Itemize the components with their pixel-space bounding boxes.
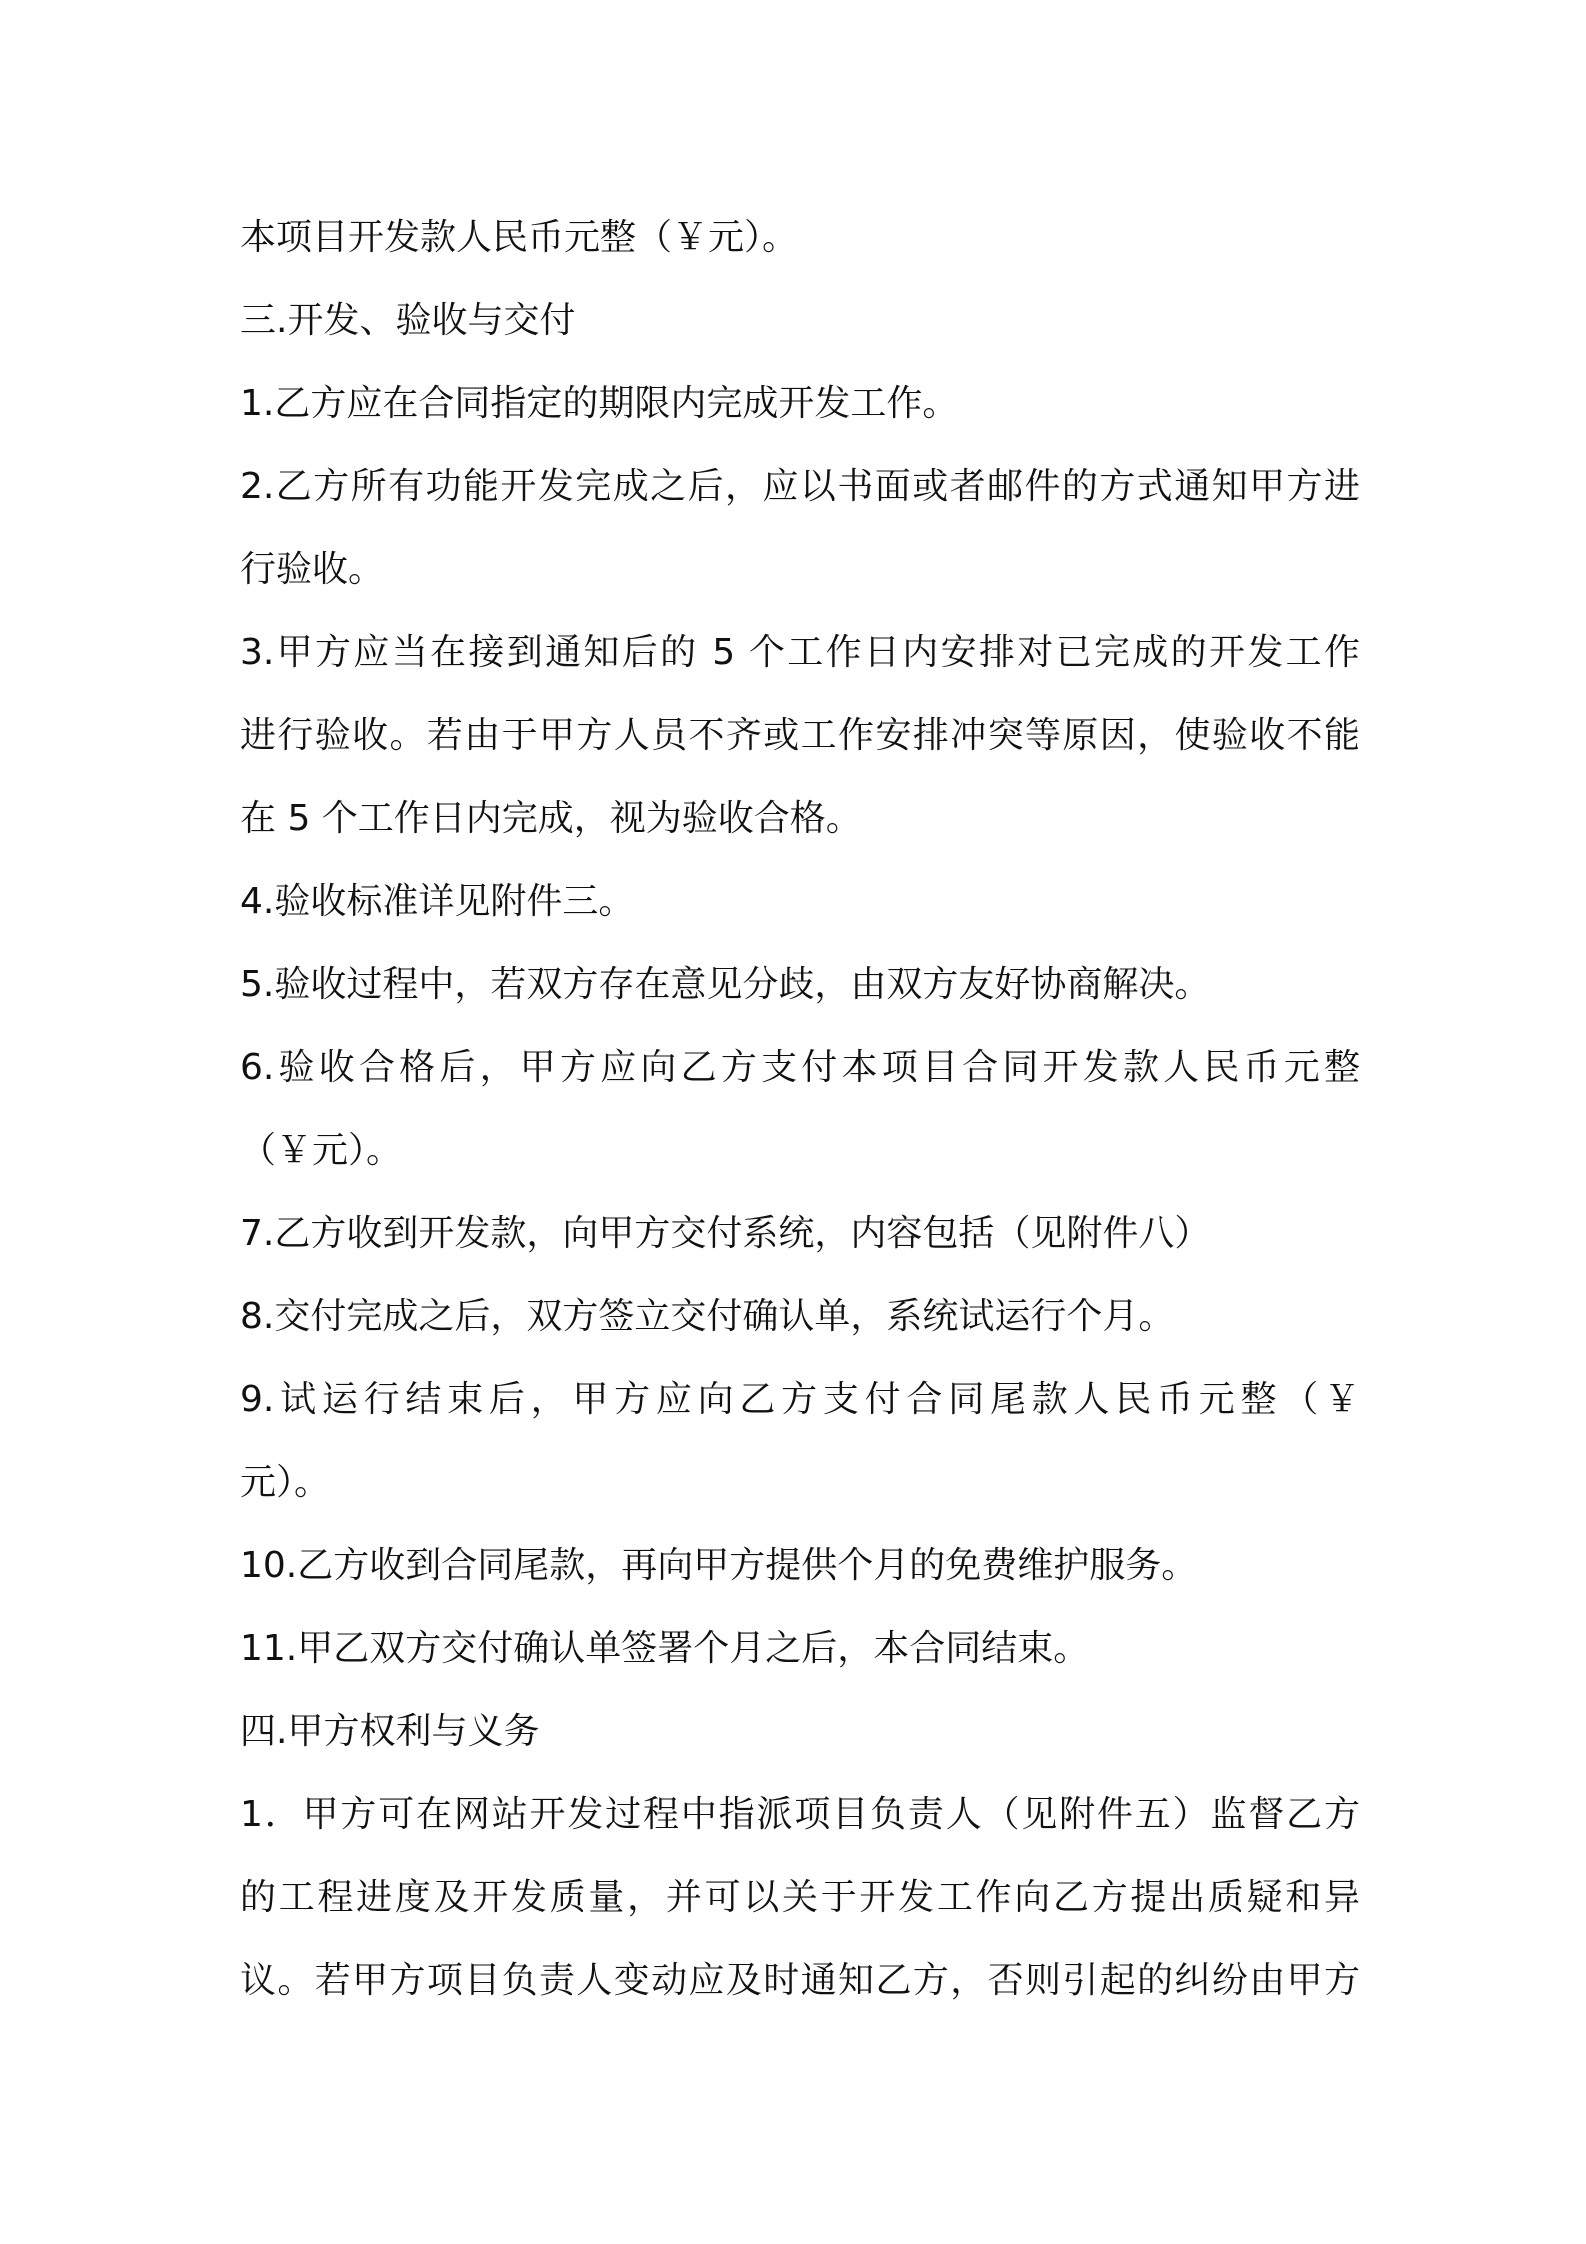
text-line: 议。若甲方项目负责人变动应及时通知乙方，否则引起的纠纷由甲方 [240, 1960, 1360, 2001]
text-line: 7.乙方收到开发款，向甲方交付系统，内容包括（见附件八） [240, 1213, 1211, 1254]
text-line: 5.验收过程中，若双方存在意见分歧，由双方友好协商解决。 [240, 964, 1211, 1005]
text-line: 行验收。 [240, 549, 385, 590]
text-line: 的工程进度及开发质量，并可以关于开发工作向乙方提出质疑和异 [240, 1877, 1360, 1918]
text-line: 11.甲乙双方交付确认单签署个月之后，本合同结束。 [240, 1628, 1090, 1669]
text-line: 本项目开发款人民币元整（￥元）。 [240, 217, 799, 258]
text-line: 3.甲方应当在接到通知后的 5 个工作日内安排对已完成的开发工作 [240, 632, 1360, 673]
text-line: 1．甲方可在网站开发过程中指派项目负责人（见附件五）监督乙方 [240, 1794, 1360, 1835]
section-heading: 三.开发、验收与交付 [240, 300, 576, 341]
text-line: 6.验收合格后，甲方应向乙方支付本项目合同开发款人民币元整 [240, 1047, 1360, 1088]
document-body [240, 196, 1360, 2022]
text-line: 9.试运行结束后，甲方应向乙方支付合同尾款人民币元整（￥ [240, 1379, 1360, 1420]
text-line: 10.乙方收到合同尾款，再向甲方提供个月的免费维护服务。 [240, 1545, 1198, 1586]
text-line: 进行验收。若由于甲方人员不齐或工作安排冲突等原因，使验收不能 [240, 715, 1360, 756]
section-heading: 四.甲方权利与义务 [240, 1711, 540, 1752]
text-line: 1.乙方应在合同指定的期限内完成开发工作。 [240, 383, 959, 424]
text-line: 2.乙方所有功能开发完成之后，应以书面或者邮件的方式通知甲方进 [240, 466, 1360, 507]
text-line: （￥元）。 [240, 1130, 403, 1171]
text-line: 在 5 个工作日内完成，视为验收合格。 [240, 798, 862, 839]
text-line: 4.验收标准详见附件三。 [240, 881, 635, 922]
text-line: 8.交付完成之后，双方签立交付确认单，系统试运行个月。 [240, 1296, 1175, 1337]
text-line: 元）。 [240, 1462, 331, 1503]
